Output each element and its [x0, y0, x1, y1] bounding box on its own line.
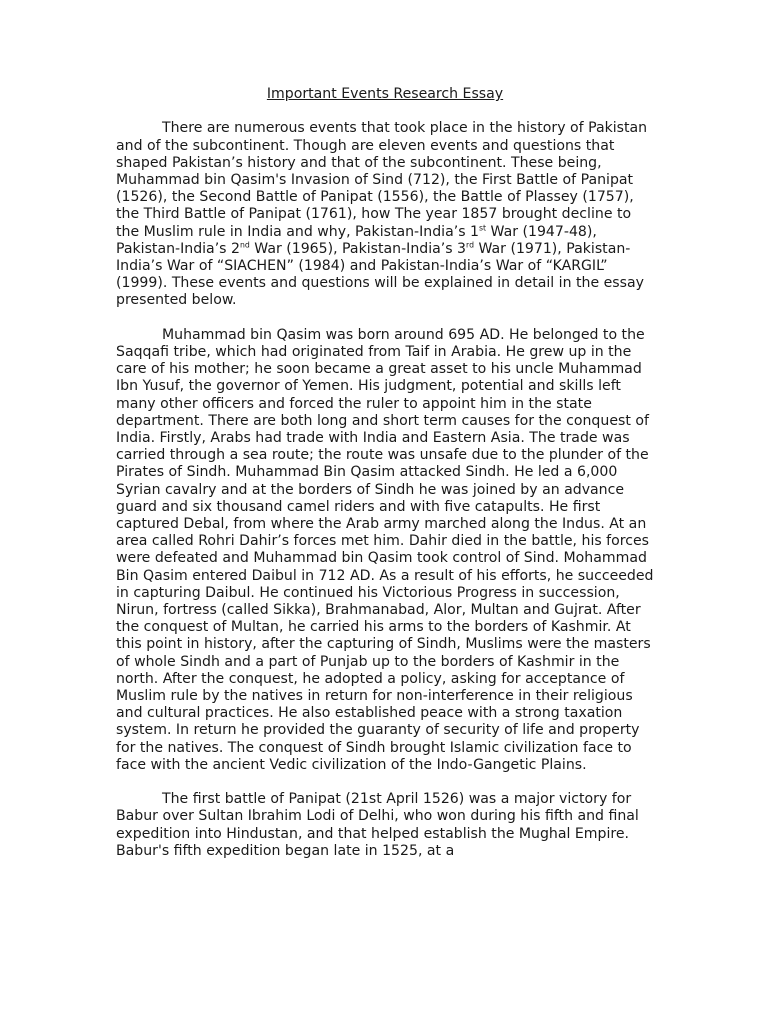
- intro-text-b: War (1947-48), Pakistan-India’s 2: [116, 223, 597, 257]
- ordinal-suffix-2nd: nd: [239, 240, 250, 250]
- intro-text-d: War (1971), Pakistan-India’s War of “SIACHEN” (1984) and Pakistan-India’s War of “KARGIL” (1999). These events and questions will be explained in detail in the essay presented below.: [116, 240, 644, 309]
- intro-text-c: War (1965), Pakistan-India’s 3: [249, 240, 467, 257]
- intro-text-a: There are numerous events that took place in the history of Pakistan and of the subcontinent. Though are eleven events and questions that shaped Pakistan’s history and that of the subcontinent. These being, Muhammad bin Qasim's Invasion of Sind (712), the First Battle of Panipat (1526), the Second Battle of Panipat (1556), the Battle of Plassey (1757), the Third Battle of Panipat (1761), how The year 1857 brought decline to the Muslim rule in India and why, Pakistan-India’s 1: [116, 120, 648, 240]
- document-title: Important Events Research Essay: [266, 86, 504, 102]
- ordinal-suffix-3rd: rd: [466, 240, 475, 250]
- paragraph-muhammad-bin-qasim: Muhammad bin Qasim was born around 695 AD. He belonged to the Saqqafi tribe, which had originated from Taif in Arabia. He grew up in the care of his mother; he soon became a great asset to his uncle Muhammad Ibn Yusuf, the governor of Yemen. His judgment, potential and skills left many other officers and forced the ruler to appoint him in the state department. There are both long and short term causes for the conquest of India. Firstly, Arabs had trade with India and Eastern Asia. The trade was carried through a sea route; the route was unsafe due to the plunder of the Pirates of Sindh. Muhammad Bin Qasim attacked Sindh. He led a 6,000 Syrian cavalry and at the borders of Sindh he was joined by an advance guard and six thousand camel riders and with five catapults. He first captured Debal, from where the Arab army marched along the Indus. At an area called Rohri Dahir’s forces met him. Dahir died in the battle, his forces were defeated and Muhammad bin Qasim took control of Sind. Mohammad Bin Qasim entered Daibul in 712 AD. As a result of his efforts, he succeeded in capturing Daibul. He continued his Victorious Progress in succession, Nirun, fortress (called Sikka), Brahmanabad, Alor, Multan and Gujrat. After the conquest of Multan, he carried his arms to the borders of Kashmir. At this point in history, after the capturing of Sindh, Muslims were the masters of whole Sindh and a part of Punjab up to the borders of Kashmir in the north. After the conquest, he adopted a policy, asking for acceptance of Muslim rule by the natives in return for non-interference in their religious and cultural practices. He also established peace with a strong taxation system. In return he provided the guaranty of security of life and property for the natives. The conquest of Sindh brought Islamic civilization face to face with the ancient Vedic civilization of the Indo-Gangetic Plains.: [116, 326, 654, 773]
- paragraph-first-battle-of-panipat: The first battle of Panipat (21st April 1526) was a major victory for Babur over Sultan Ibrahim Lodi of Delhi, who won during his fifth and final expedition into Hindustan, and that helped establish the Mughal Empire. Babur's fifth expedition began late in 1525, at a: [116, 791, 639, 859]
- document-body: [116, 86, 654, 877]
- ordinal-suffix-1st: st: [479, 222, 487, 232]
- intro-paragraph: [116, 120, 654, 309]
